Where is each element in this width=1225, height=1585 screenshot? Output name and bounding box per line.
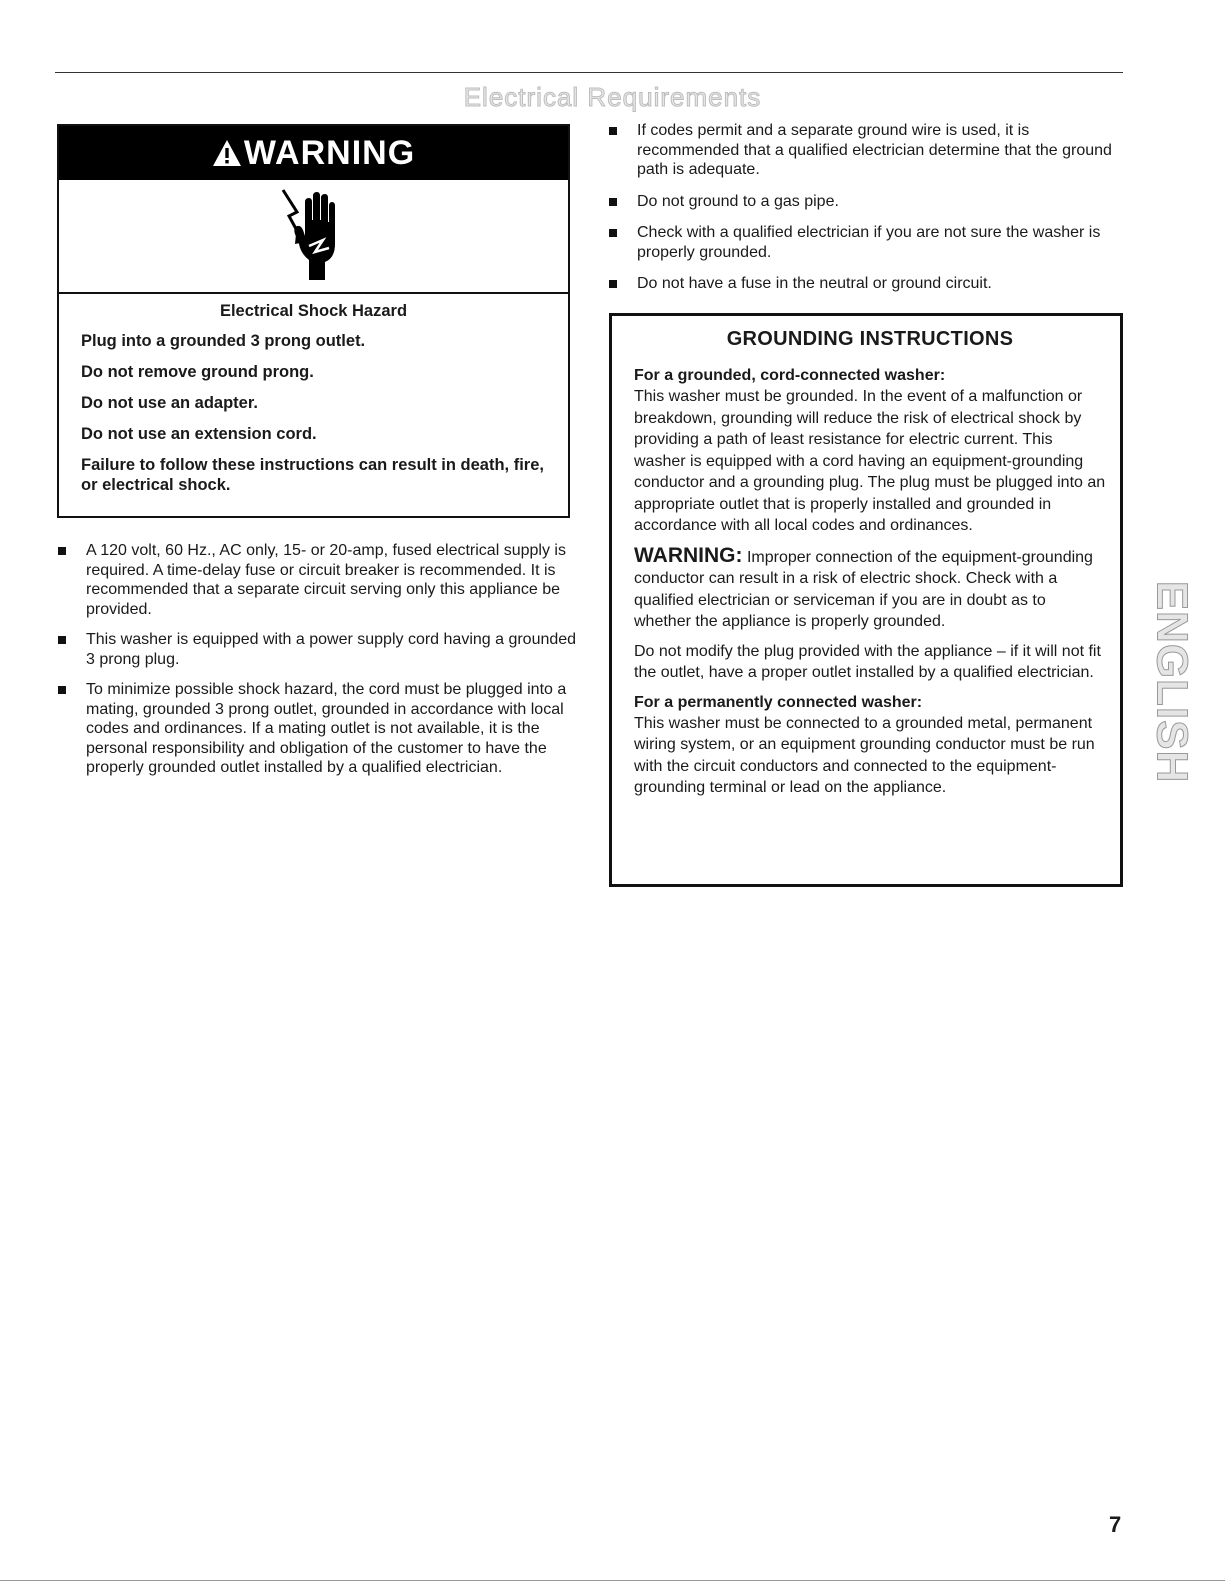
language-side-tab bbox=[1147, 568, 1195, 796]
grounding-warning-text: Improper connection of the equipment-grounding conductor can result in a risk of electric shock. Check with a qualified electrician or serviceman if you are in doubt as to whether the appliance is properly grounded. bbox=[634, 548, 1093, 630]
permanent-connection-heading: For a permanently connected washer: bbox=[634, 693, 923, 711]
list-item bbox=[58, 630, 578, 669]
list-item bbox=[609, 223, 1119, 262]
page-number: 7 bbox=[1109, 1512, 1122, 1537]
warning-triangle-icon bbox=[212, 139, 242, 167]
bullet-square-icon bbox=[58, 547, 66, 555]
language-side-tab-label: ENGLISH bbox=[1147, 580, 1197, 784]
list-item bbox=[58, 541, 578, 619]
list-item-text: This washer is equipped with a power supply cord having a grounded 3 prong plug. bbox=[86, 631, 577, 668]
bottom-rule bbox=[0, 1580, 1225, 1581]
warning-line: Do not remove ground prong. bbox=[81, 363, 314, 381]
top-rule bbox=[55, 72, 1123, 73]
cord-connected-text: This washer must be grounded. In the event of a malfunction or breakdown, grounding will reduce the risk of electrical shock by providing a path of least resistance for electric current. This washer is equipped with a cord having an equipment-grounding conductor and a grounding plug. The plug must be plugged into an appropriate outlet that is properly installed and grounded in accordance with all local codes and ordinances. bbox=[634, 388, 1106, 534]
list-item-text: A 120 volt, 60 Hz., AC only, 15- or 20-amp, fused electrical supply is required. A time-delay fuse or circuit breaker is recommended. It is recommended that a separate circuit serving only this appliance be provided. bbox=[86, 542, 566, 618]
warning-body bbox=[59, 294, 568, 495]
left-bullet-list bbox=[58, 541, 578, 789]
list-item bbox=[609, 274, 1119, 294]
list-item-text: If codes permit and a separate ground wire is used, it is recommended that a qualified electrician determine that the ground path is adequate. bbox=[637, 122, 1112, 178]
bullet-square-icon bbox=[609, 198, 617, 206]
bullet-square-icon bbox=[58, 636, 66, 644]
list-item-text: To minimize possible shock hazard, the cord must be plugged into a mating, grounded 3 prong outlet, grounded in accordance with local codes and ordinances. If a mating outlet is not available, it is the personal responsibility and obligation of the customer to have the properly grounded outlet installed by a qualified electrician. bbox=[86, 681, 567, 776]
list-item-text: Do not ground to a gas pipe. bbox=[637, 192, 839, 210]
warning-header bbox=[59, 126, 568, 180]
warning-label: WARNING bbox=[243, 133, 416, 172]
list-item bbox=[609, 121, 1119, 180]
bullet-square-icon bbox=[58, 686, 66, 694]
section-title: Electrical Requirements bbox=[463, 82, 762, 112]
grounding-warning bbox=[634, 545, 1106, 633]
cord-connected-heading: For a grounded, cord-connected washer: bbox=[634, 367, 946, 384]
hazard-title: Electrical Shock Hazard bbox=[219, 302, 408, 320]
bullet-square-icon bbox=[609, 280, 617, 288]
list-item-text: Do not have a fuse in the neutral or ground circuit. bbox=[637, 275, 992, 292]
warning-line: Plug into a grounded 3 prong outlet. bbox=[81, 332, 366, 350]
right-bullet-list bbox=[609, 121, 1119, 306]
warning-box bbox=[57, 124, 570, 518]
warning-icon-area bbox=[59, 180, 568, 294]
grounding-instructions-box bbox=[609, 313, 1123, 887]
list-item bbox=[609, 192, 1119, 212]
warning-line: Do not use an extension cord. bbox=[81, 425, 317, 443]
bullet-square-icon bbox=[609, 127, 617, 135]
permanent-connection-text: This washer must be connected to a grounded metal, permanent wiring system, or an equipment grounding conductor must be run with the circuit conductors and connected to the equipment-grounding terminal or lead on the appliance. bbox=[634, 714, 1095, 796]
warning-line: Failure to follow these instructions can result in death, fire, or electrical shock. bbox=[81, 456, 544, 494]
list-item bbox=[58, 680, 578, 778]
electrical-shock-hand-icon bbox=[279, 188, 349, 282]
grounding-title: GROUNDING INSTRUCTIONS bbox=[726, 328, 1014, 350]
grounding-warning-label: WARNING: bbox=[634, 543, 743, 567]
list-item-text: Check with a qualified electrician if you are not sure the washer is properly grounded. bbox=[637, 224, 1101, 261]
warning-line: Do not use an adapter. bbox=[81, 394, 258, 412]
modify-plug-text: Do not modify the plug provided with the appliance – if it will not fit the outlet, have a proper outlet installed by a qualified electrician. bbox=[634, 642, 1101, 681]
bullet-square-icon bbox=[609, 229, 617, 237]
